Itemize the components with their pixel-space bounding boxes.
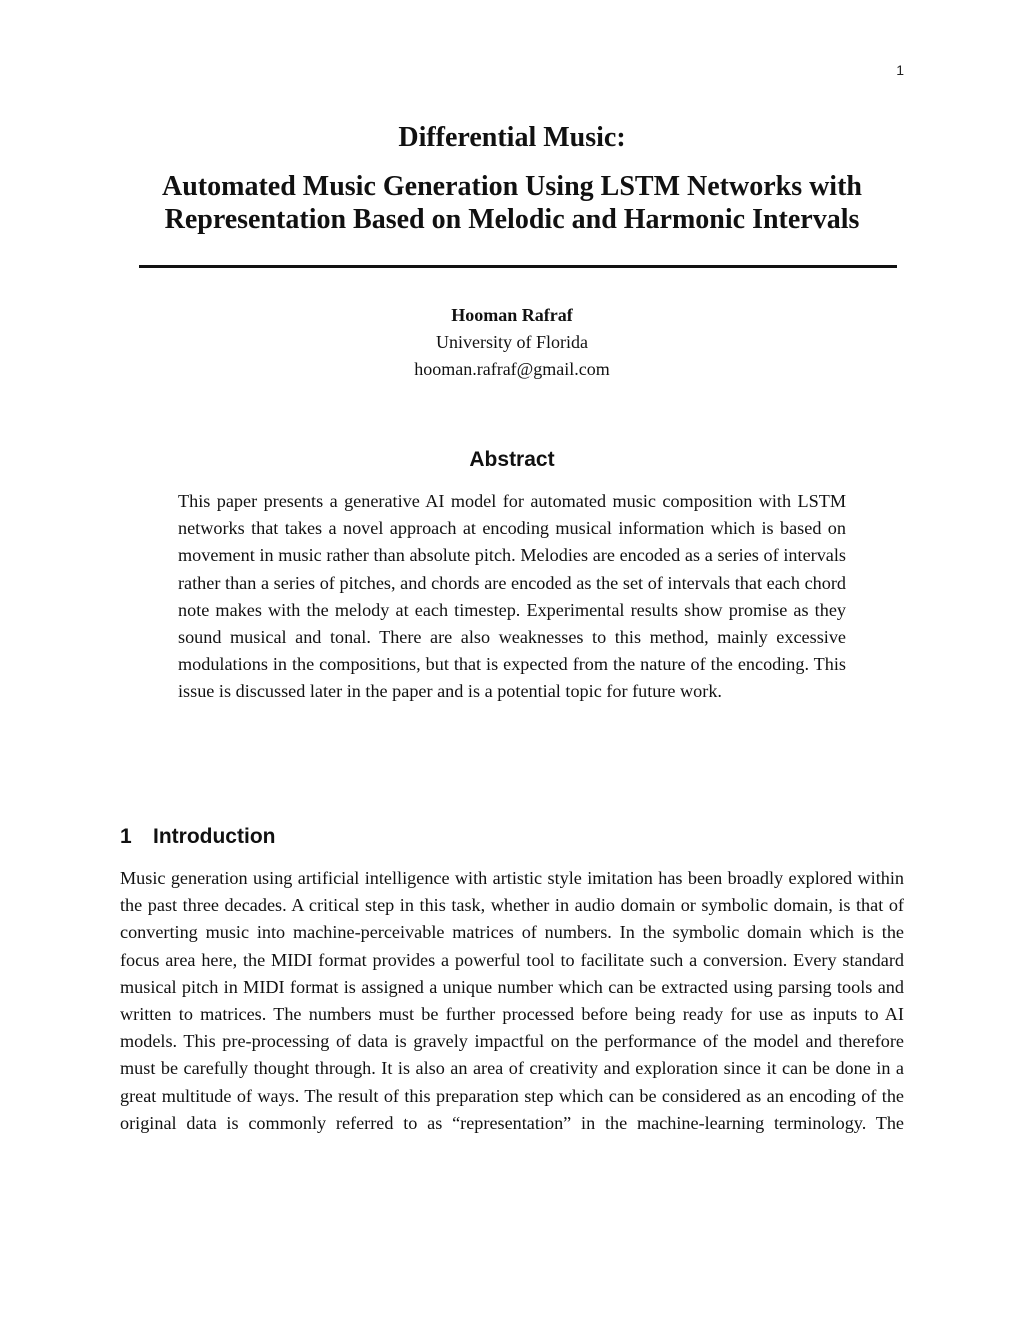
abstract-text: This paper presents a generative AI model for automated music composition with LSTM networks that takes a novel approach at encoding musical information which is based on movement in music rather than absolute pitch. Melodies are encoded as a series of intervals rather than a series of pitches, and chords are encoded as the set of intervals that each chord note makes with the melody at each timestep. Experimental results show promise as they sound musical and tonal. There are also weaknesses to this method, mainly excessive modulations in the compositions, but that is expected from the nature of the encoding. This issue is discussed later in the paper and is a potential topic for future work.: [178, 491, 846, 702]
title-divider: [139, 265, 897, 268]
abstract-heading: Abstract: [469, 448, 555, 471]
author-block: [0, 302, 1024, 383]
author-email: hooman.rafraf@gmail.com: [414, 359, 610, 379]
introduction-text: Music generation using artificial intelligence with artistic style imitation has been broadly explored within the past three decades. A critical step in this task, whether in audio domain or symbolic domain, is that of converting music into machine-perceivable matrices of numbers. In the symbolic domain which is the focus area here, the MIDI format provides a powerful tool to facilitate such a conversion. Every standard musical pitch in MIDI format is assigned a unique number which can be extracted using parsing tools and written to matrices. The numbers must be further processed before being ready for use as inputs to AI models. This pre-processing of data is gravely impactful on the performance of the model and therefore must be carefully thought through. It is also an area of creativity and exploration since it can be done in a great multitude of ways. The result of this preparation step which can be considered as an encoding of the original data is commonly referred to as “representation” in the machine-learning terminology. The: [120, 868, 904, 1133]
title-line-3: Representation Based on Melodic and Harmonic Intervals: [164, 204, 860, 235]
author-affiliation: University of Florida: [436, 332, 588, 352]
section-title: Introduction: [153, 825, 276, 848]
page-number: 1: [896, 62, 904, 78]
section-heading-introduction: [120, 823, 275, 851]
title-line-2: Automated Music Generation Using LSTM Networks with: [162, 171, 862, 202]
title-line-1: Differential Music:: [398, 122, 626, 153]
paper-title: [0, 120, 1024, 236]
author-name: Hooman Rafraf: [451, 305, 573, 325]
section-number: 1: [120, 825, 132, 848]
